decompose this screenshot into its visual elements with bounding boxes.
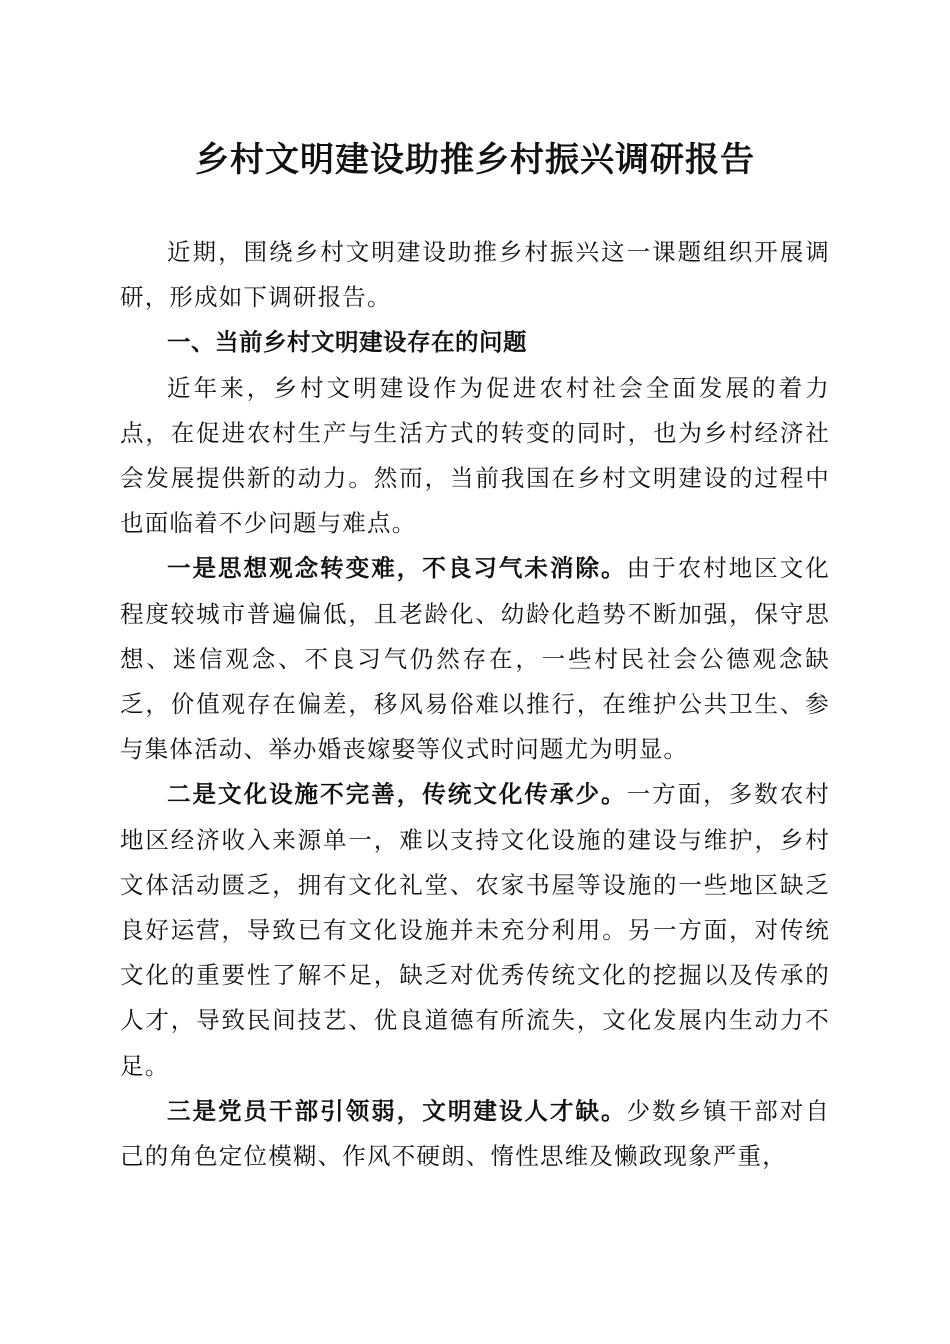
point-lead-3: 三是党员干部引领弱，文明建设人才缺。 (167, 1096, 627, 1125)
document-title: 乡村文明建设助推乡村振兴调研报告 (195, 140, 755, 180)
overview-paragraph: 近年来，乡村文明建设作为促进农村社会全面发展的着力点，在促进农村生产与生活方式的转变的同时，也为乡村经济社会发展提供新的动力。然而，当前我国在乡村文明建设的过程中也面临着不少问题与难点。 (120, 373, 830, 538)
point-lead-1: 一是思想观念转变难，不良习气未消除。 (167, 554, 627, 583)
point-text-1: 由于农村地区文化程度较城市普遍偏低，且老龄化、幼龄化趋势不断加强，保守思想、迷信观念、不良习气仍然存在，一些村民社会公德观念缺乏，价值观存在偏差，移风易俗难以推行，在维护公共卫生、参与集体活动、举办婚丧嫁娶等仪式时问题尤为明显。 (120, 554, 830, 764)
point-text-3: 少数乡镇干部对自己的角色定位模糊、作风不硬朗、惰性思维及懒政现象严重， (120, 1096, 830, 1171)
point-lead-2: 二是文化设施不完善，传统文化传承少。 (167, 780, 627, 809)
intro-paragraph: 近期，围绕乡村文明建设助推乡村振兴这一课题组织开展调研，形成如下调研报告。 (120, 238, 830, 312)
point-paragraph-2 (120, 772, 830, 1088)
document-body (120, 230, 830, 1179)
point-text-2: 一方面，多数农村地区经济收入来源单一，难以支持文化设施的建设与维护，乡村文体活动匮乏，拥有文化礼堂、农家书屋等设施的一些地区缺乏良好运营，导致已有文化设施并未充分利用。另一方面，对传统文化的重要性了解不足，缺乏对优秀传统文化的挖掘以及传承的人才，导致民间技艺、优良道德有所流失，文化发展内生动力不足。 (120, 780, 830, 1080)
point-paragraph-1 (120, 546, 830, 772)
point-paragraph-3 (120, 1089, 830, 1179)
section-heading: 一、当前乡村文明建设存在的问题 (167, 328, 527, 357)
